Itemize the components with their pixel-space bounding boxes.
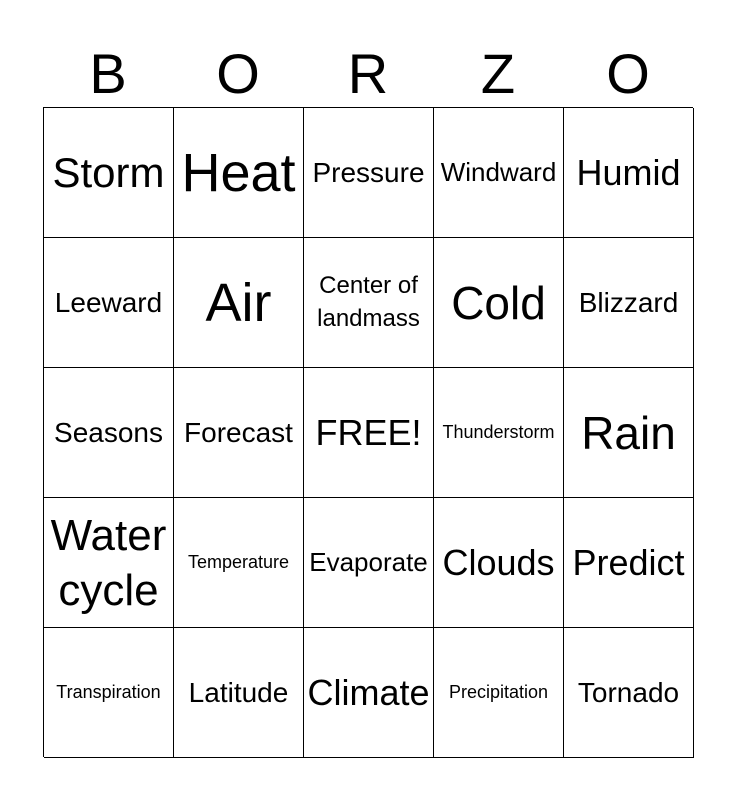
header-letter-z: Z xyxy=(480,42,516,105)
cell-text: Evaporate xyxy=(309,547,428,577)
cell-text: Center of landmass xyxy=(317,272,420,332)
bingo-cell xyxy=(564,238,694,368)
cell-text: Cold xyxy=(451,276,546,329)
bingo-cell xyxy=(44,238,174,368)
cell-text: Blizzard xyxy=(578,286,679,318)
bingo-cell xyxy=(434,498,564,628)
bingo-cell xyxy=(434,238,564,368)
cell-text: Pressure xyxy=(312,156,425,188)
cell-text: Heat xyxy=(181,142,296,203)
header-letter-o: O xyxy=(216,42,260,105)
cell-text: Predict xyxy=(572,541,685,583)
cell-text: FREE! xyxy=(315,411,422,453)
bingo-cell xyxy=(304,108,434,238)
bingo-cell xyxy=(434,368,564,498)
bingo-cell xyxy=(174,628,304,758)
bingo-cell xyxy=(564,108,694,238)
free-space xyxy=(304,368,434,498)
bingo-cell xyxy=(564,368,694,498)
cell-text: Temperature xyxy=(187,552,290,572)
cell-text: Thunderstorm xyxy=(442,422,555,442)
header-letter-o2: O xyxy=(606,42,650,105)
cell-text: Storm xyxy=(52,148,165,196)
cell-text: Air xyxy=(205,272,272,333)
cell-text: Climate xyxy=(307,671,430,713)
bingo-cell xyxy=(174,108,304,238)
cell-text: Seasons xyxy=(54,416,163,448)
bingo-cell xyxy=(434,628,564,758)
cell-text: Tornado xyxy=(577,676,680,708)
bingo-cell xyxy=(174,368,304,498)
cell-text: Rain xyxy=(581,406,676,459)
bingo-cell xyxy=(304,238,434,368)
cell-text: Windward xyxy=(440,157,557,187)
cell-text: Transpiration xyxy=(56,682,161,702)
bingo-cell xyxy=(44,628,174,758)
bingo-cell xyxy=(564,498,694,628)
bingo-cell xyxy=(44,498,174,628)
header-letter-r: R xyxy=(347,42,389,105)
bingo-cell xyxy=(434,108,564,238)
bingo-card xyxy=(43,107,693,757)
cell-text: Precipitation xyxy=(448,682,549,702)
bingo-cell xyxy=(174,498,304,628)
cell-text: Clouds xyxy=(442,541,555,583)
bingo-cell xyxy=(44,368,174,498)
cell-text: Leeward xyxy=(54,286,163,318)
bingo-cell xyxy=(564,628,694,758)
cell-text: Latitude xyxy=(188,676,289,708)
bingo-cell xyxy=(304,628,434,758)
bingo-cell xyxy=(304,498,434,628)
header-letter-b: B xyxy=(89,42,127,105)
bingo-header xyxy=(43,40,693,108)
cell-text: Water cycle xyxy=(50,510,167,615)
cell-text: Humid xyxy=(576,151,681,193)
cell-text: Forecast xyxy=(184,416,293,448)
bingo-cell xyxy=(44,108,174,238)
bingo-cell xyxy=(174,238,304,368)
